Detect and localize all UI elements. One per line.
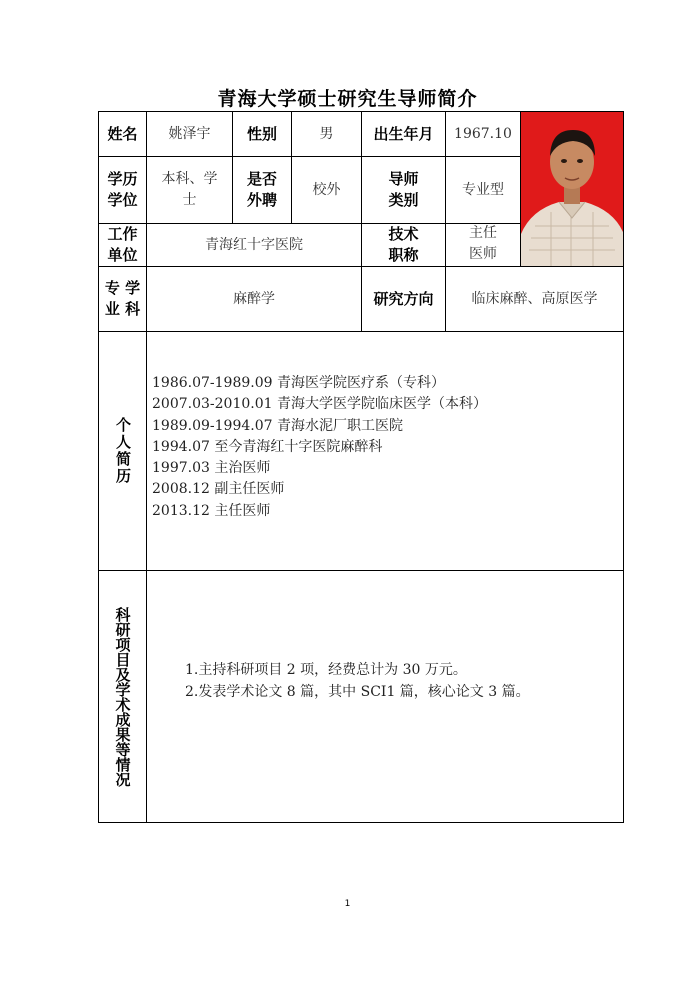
resume-entry: 1989.09-1994.07 青海水泥厂职工医院 (152, 417, 403, 434)
research-item: 1.主持科研项目 2 项，经费总计为 30 万元。 (185, 662, 467, 678)
external-label: 是否 外聘 (246, 170, 277, 209)
research-direction-value: 临床麻醉、高原医学 (471, 290, 598, 307)
page-number: 1 (344, 899, 351, 909)
table-border-right (623, 111, 624, 823)
research-direction-label: 研究方向 (373, 289, 434, 308)
resume-list (152, 373, 487, 522)
portrait-photo (521, 112, 623, 266)
education-label: 学历 学位 (107, 170, 138, 209)
resume-entry: 2008.12 副主任医师 (152, 481, 285, 498)
work-unit-value: 青海红十字医院 (205, 236, 303, 253)
discipline-label: 专 学 业 科 (104, 279, 141, 318)
row-divider (98, 570, 624, 571)
resume-entry: 1986.07-1989.09 青海医学院医疗系（专科） (152, 375, 445, 391)
research-item: 2.发表学术论文 8 篇，其中 SCI1 篇，核心论文 3 篇。 (185, 684, 530, 700)
research-label-cell (99, 571, 146, 822)
external-value: 校外 (312, 181, 341, 198)
birth-value: 1967.10 (454, 125, 512, 142)
resume-entry: 2013.12 主任医师 (152, 502, 271, 519)
portrait-illustration (521, 112, 623, 266)
tech-title-label: 技术 职称 (388, 225, 419, 264)
supervisor-type-label: 导师 类别 (388, 170, 419, 209)
resume-entry: 1994.07 至今青海红十字医院麻醉科 (152, 438, 383, 455)
birth-label: 出生年月 (373, 124, 434, 143)
resume-label: 个人简历 (114, 417, 132, 485)
tech-title-value: 主任 医师 (469, 225, 497, 262)
page-title: 青海大学硕士研究生导师简介 (217, 88, 478, 110)
research-list (185, 659, 530, 703)
resume-entry: 1997.03 主治医师 (152, 460, 271, 477)
name-label: 姓名 (107, 124, 138, 143)
gender-value: 男 (319, 125, 334, 142)
table-border-bottom (98, 822, 624, 823)
research-label: 科研项目及学术成果等情况 (113, 606, 132, 787)
supervisor-type-value: 专业型 (462, 181, 504, 198)
work-unit-label: 工作 单位 (107, 225, 138, 264)
name-value: 姚泽宇 (168, 125, 211, 142)
education-value: 本科、学 士 (161, 171, 218, 208)
discipline-value: 麻醉学 (233, 290, 275, 307)
resume-label-cell (99, 332, 146, 570)
resume-entry: 2007.03-2010.01 青海大学医学院临床医学（本科） (152, 396, 487, 413)
gender-label: 性别 (246, 124, 277, 143)
